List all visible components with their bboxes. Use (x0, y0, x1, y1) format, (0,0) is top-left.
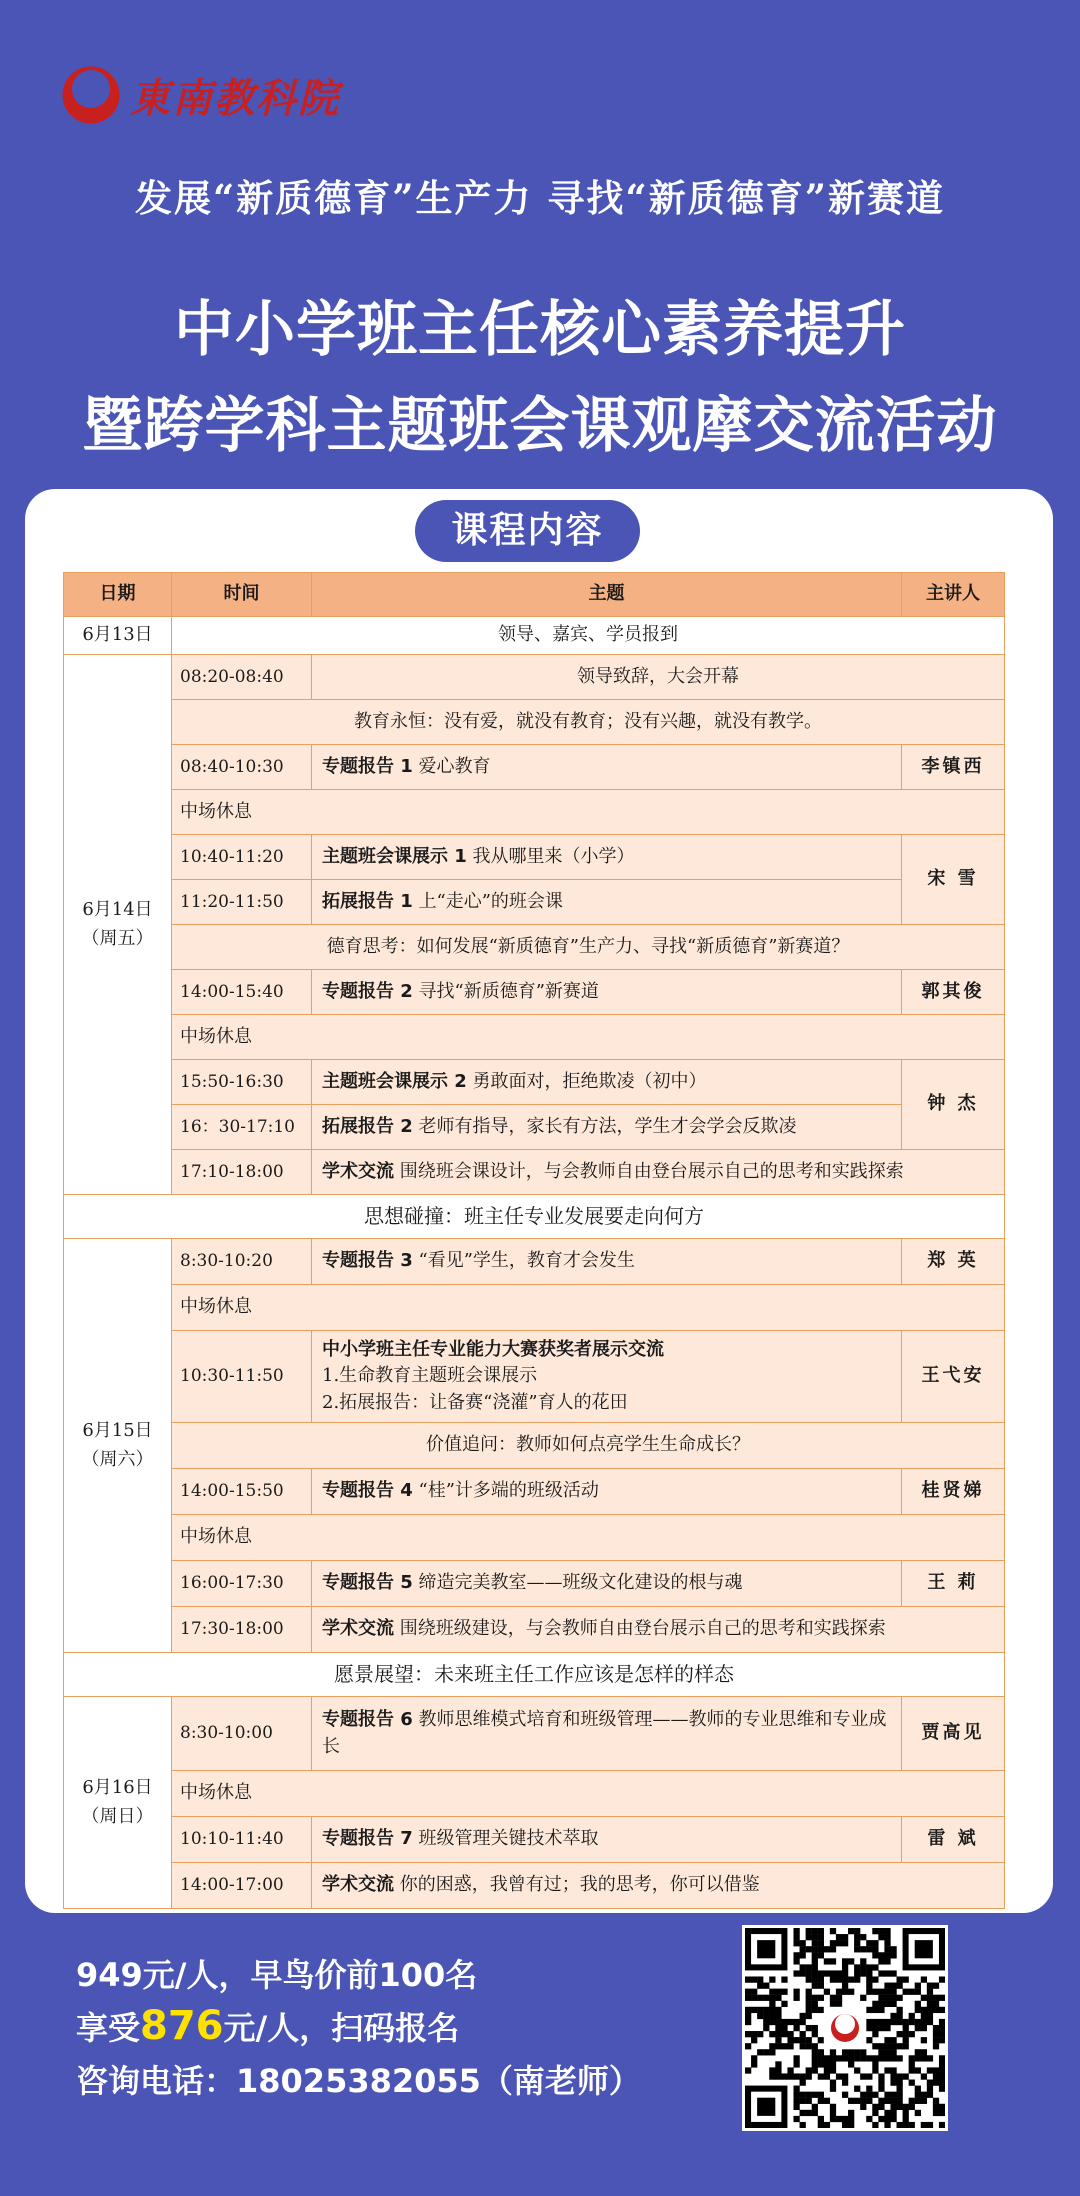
table-row (64, 835, 1005, 880)
topic-cell: 价值追问：教师如何点亮学生生命成长？ (172, 1423, 1005, 1469)
header-speaker: 主讲人 (902, 573, 1005, 617)
slogan: 发展“新质德育”生产力 寻找“新质德育”新赛道 (134, 176, 945, 220)
speaker-cell: 桂贤娣 (902, 1469, 1005, 1515)
price-line1: 949元/人，早鸟价前100名 (76, 1956, 478, 1994)
time-cell: 8:30-10:20 (172, 1239, 312, 1285)
table-row (64, 1015, 1005, 1060)
schedule-table (63, 572, 1005, 1909)
speaker-cell: 郑 英 (902, 1239, 1005, 1285)
break-cell: 中场休息 (172, 790, 1005, 835)
time-cell: 14:00-15:50 (172, 1469, 312, 1515)
date-cell: 6月15日 （周六） (64, 1239, 172, 1653)
table-row (64, 1239, 1005, 1285)
table-row (64, 1607, 1005, 1653)
time-cell: 14:00-17:00 (172, 1863, 312, 1909)
page-title-line2: 暨跨学科主题班会课观摩交流活动 (82, 391, 998, 461)
table-row (64, 1469, 1005, 1515)
time-cell: 16：30-17:10 (172, 1105, 312, 1150)
topic-cell: 学术交流 你的困惑，我曾有过；我的思考，你可以借鉴 (312, 1863, 1005, 1909)
time-cell: 16:00-17:30 (172, 1561, 312, 1607)
topic-cell: 专题报告 5 缔造完美教室——班级文化建设的根与魂 (312, 1561, 902, 1607)
table-row (64, 1423, 1005, 1469)
topic-cell: 专题报告 4 “桂”计多端的班级活动 (312, 1469, 902, 1515)
time-cell: 10:40-11:20 (172, 835, 312, 880)
table-row (64, 655, 1005, 700)
qr-code-icon (745, 1928, 945, 2128)
topic-cell: 教育永恒：没有爱，就没有教育；没有兴趣，就没有教学。 (172, 700, 1005, 745)
header-time: 时间 (172, 573, 312, 617)
time-cell: 08:40-10:30 (172, 745, 312, 790)
schedule-table-wrap (63, 572, 1004, 1896)
speaker-cell: 雷 斌 (902, 1817, 1005, 1863)
table-row (64, 745, 1005, 790)
topic-cell: 专题报告 6 教师思维模式培育和班级管理——教师的专业思维和专业成长 (312, 1697, 902, 1771)
time-cell: 08:20-08:40 (172, 655, 312, 700)
topic-cell: 专题报告 7 班级管理关键技术萃取 (312, 1817, 902, 1863)
contact-phone[interactable]: 咨询电话：18025382055（南老师） (76, 2062, 641, 2100)
date-cell: 6月14日 （周五） (64, 655, 172, 1195)
break-cell: 中场休息 (172, 1015, 1005, 1060)
table-row (64, 1863, 1005, 1909)
date-cell: 6月16日 （周日） (64, 1697, 172, 1909)
early-bird-price: 876 (140, 2003, 224, 2049)
break-cell: 中场休息 (172, 1515, 1005, 1561)
break-cell: 中场休息 (172, 1285, 1005, 1331)
table-row (64, 1771, 1005, 1817)
topic-cell: 学术交流 围绕班级建设，与会教师自由登台展示自己的思考和实践探索 (312, 1607, 1005, 1653)
topic-cell: 拓展报告 1 上“走心”的班会课 (312, 880, 902, 925)
topic-cell: 拓展报告 2 老师有指导，家长有方法，学生才会学会反欺凌 (312, 1105, 902, 1150)
topic-cell: 领导致辞，大会开幕 (312, 655, 1005, 700)
time-cell: 8:30-10:00 (172, 1697, 312, 1771)
topic-cell: 学术交流 围绕班会课设计，与会教师自由登台展示自己的思考和实践探索 (312, 1150, 1005, 1195)
table-row (64, 1817, 1005, 1863)
time-cell: 14:00-15:40 (172, 970, 312, 1015)
topic-cell: 领导、嘉宾、学员报到 (172, 617, 1005, 655)
speaker-cell: 宋 雪 (902, 835, 1005, 925)
brand-logo (62, 62, 340, 128)
speaker-cell: 李镇西 (902, 745, 1005, 790)
table-row (64, 617, 1005, 655)
topic-cell: 主题班会课展示 2 勇敢面对，拒绝欺凌（初中） (312, 1060, 902, 1105)
speaker-cell: 贾高见 (902, 1697, 1005, 1771)
table-header-row (64, 573, 1005, 617)
table-row (64, 880, 1005, 925)
speaker-cell: 钟 杰 (902, 1060, 1005, 1150)
topic-cell: 主题班会课展示 1 我从哪里来（小学） (312, 835, 902, 880)
theme-cell: 思想碰撞：班主任专业发展要走向何方 (64, 1195, 1005, 1239)
table-row (64, 925, 1005, 970)
table-row (64, 1195, 1005, 1239)
table-row (64, 700, 1005, 745)
brand-name: 東南教科院 (130, 74, 340, 122)
table-row (64, 1515, 1005, 1561)
qr-code[interactable] (742, 1925, 948, 2131)
header-topic: 主题 (312, 573, 902, 617)
topic-cell: 专题报告 2 寻找“新质德育”新赛道 (312, 970, 902, 1015)
topic-cell: 专题报告 1 爱心教育 (312, 745, 902, 790)
price-line2: 享受876元/人，扫码报名 (76, 2003, 460, 2049)
time-cell: 15:50-16:30 (172, 1060, 312, 1105)
table-row (64, 1285, 1005, 1331)
table-row (64, 1331, 1005, 1423)
speaker-cell: 郭其俊 (902, 970, 1005, 1015)
table-row (64, 1697, 1005, 1771)
logo-icon (62, 66, 120, 124)
table-row (64, 790, 1005, 835)
time-cell: 17:30-18:00 (172, 1607, 312, 1653)
topic-cell: 专题报告 3 “看见”学生，教育才会发生 (312, 1239, 902, 1285)
speaker-cell: 王弋安 (902, 1331, 1005, 1423)
table-row (64, 1653, 1005, 1697)
page-title-line1: 中小学班主任核心素养提升 (174, 295, 906, 365)
topic-cell: 中小学班主任专业能力大赛获奖者展示交流 1.生命教育主题班会课展示 2.拓展报告：让备赛“浇灌”育人的花田 (312, 1331, 902, 1423)
table-row (64, 1060, 1005, 1105)
time-cell: 10:10-11:40 (172, 1817, 312, 1863)
time-cell: 11:20-11:50 (172, 880, 312, 925)
table-row (64, 970, 1005, 1015)
table-row (64, 1150, 1005, 1195)
time-cell: 10:30-11:50 (172, 1331, 312, 1423)
speaker-cell: 王 莉 (902, 1561, 1005, 1607)
break-cell: 中场休息 (172, 1771, 1005, 1817)
date-cell: 6月13日 (64, 617, 172, 655)
table-row (64, 1561, 1005, 1607)
topic-cell: 德育思考：如何发展“新质德育”生产力、寻找“新质德育”新赛道？ (172, 925, 1005, 970)
header-date: 日期 (64, 573, 172, 617)
section-label: 课程内容 (415, 500, 640, 562)
theme-cell: 愿景展望：未来班主任工作应该是怎样的样态 (64, 1653, 1005, 1697)
time-cell: 17:10-18:00 (172, 1150, 312, 1195)
table-row (64, 1105, 1005, 1150)
